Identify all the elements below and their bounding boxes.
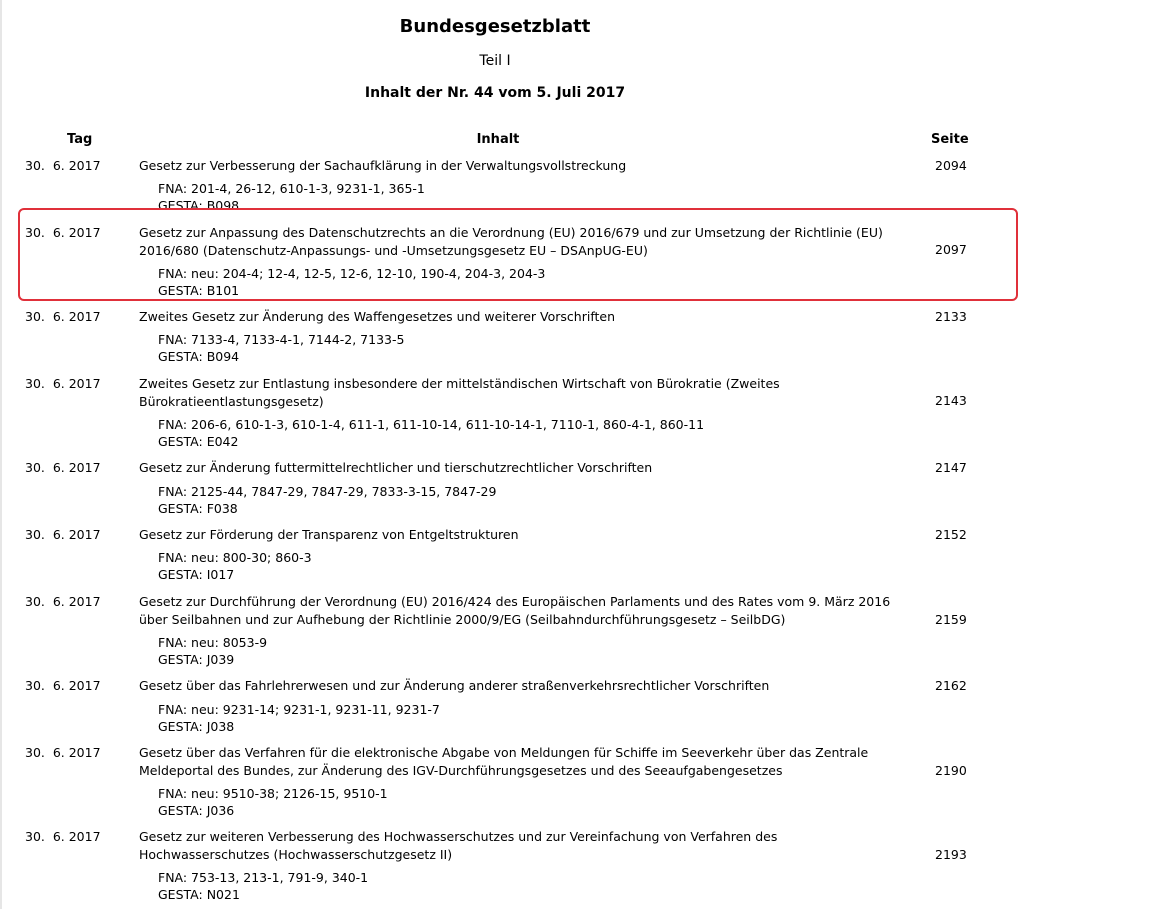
entry-fna: FNA: 2125-44, 7847-29, 7847-29, 7833-3-15, 7847-29 xyxy=(158,484,497,499)
entry-fna: FNA: 206-6, 610-1-3, 610-1-4, 611-1, 611-10-14, 611-10-14-1, 7110-1, 860-4-1, 860-11 xyxy=(158,417,705,432)
entry-gesta: GESTA: J039 xyxy=(158,652,235,667)
document-title: Bundesgesetzblatt xyxy=(399,16,591,37)
entry-refs xyxy=(158,416,704,450)
entry-refs xyxy=(158,483,496,517)
entry-fna: FNA: neu: 9231-14; 9231-1, 9231-11, 9231-7 xyxy=(158,702,440,717)
entry-gesta: GESTA: B098 xyxy=(158,198,240,213)
entry-gesta: GESTA: F038 xyxy=(158,501,238,516)
entry-gesta: GESTA: E042 xyxy=(158,434,239,449)
entry-date: 30. 6. 2017 xyxy=(25,158,101,173)
entry-page: 2143 xyxy=(935,393,967,408)
entry-page: 2159 xyxy=(935,612,967,627)
column-header-inhalt: Inhalt xyxy=(476,132,520,147)
entry-date: 30. 6. 2017 xyxy=(25,594,101,609)
entry-page: 2147 xyxy=(935,460,967,475)
entry-fna: FNA: 753-13, 213-1, 791-9, 340-1 xyxy=(158,870,369,885)
entry-date: 30. 6. 2017 xyxy=(25,309,101,324)
entry-gesta: GESTA: B101 xyxy=(158,283,240,298)
left-edge-border xyxy=(0,0,2,909)
entry-fna: FNA: neu: 9510-38; 2126-15, 9510-1 xyxy=(158,786,388,801)
entry-refs xyxy=(158,869,368,903)
entry-refs xyxy=(158,701,440,735)
column-header-seite: Seite xyxy=(931,132,969,147)
entry-title[interactable]: Gesetz zur Förderung der Transparenz von Entgeltstrukturen xyxy=(139,527,519,542)
entry-refs xyxy=(158,331,404,365)
entry-refs xyxy=(158,549,312,583)
entry-date: 30. 6. 2017 xyxy=(25,527,101,542)
entry-title[interactable]: Gesetz über das Verfahren für die elektronische Abgabe von Meldungen für Schiffe im Seeverkehr über das Zentrale Meldeportal des Bundes, zur Änderung des IGV-Durchführungsgesetzes und des Seeaufgabengesetzes xyxy=(139,745,869,778)
entry-title[interactable]: Gesetz zur weiteren Verbesserung des Hochwasserschutzes und zur Vereinfachung von Verfahren des Hochwasserschutzes (Hochwasserschutzgesetz II) xyxy=(139,829,778,862)
entry-page: 2094 xyxy=(935,158,967,173)
entry-gesta: GESTA: I017 xyxy=(158,567,235,582)
entry-fna: FNA: 7133-4, 7133-4-1, 7144-2, 7133-5 xyxy=(158,332,405,347)
entry-date: 30. 6. 2017 xyxy=(25,460,101,475)
entry-title[interactable]: Gesetz über das Fahrlehrerwesen und zur Änderung anderer straßenverkehrsrechtlicher Vorschriften xyxy=(139,678,770,693)
entry-gesta: GESTA: J036 xyxy=(158,803,235,818)
entry-date: 30. 6. 2017 xyxy=(25,678,101,693)
entry-title[interactable]: Gesetz zur Durchführung der Verordnung (EU) 2016/424 des Europäischen Parlaments und des Rates vom 9. März 2016 über Seilbahnen und zur Aufhebung der Richtlinie 2000/9/EG (Seilbahndurchführungsgesetz – SeilbDG) xyxy=(139,594,891,627)
entry-date: 30. 6. 2017 xyxy=(25,829,101,844)
entry-fna: FNA: neu: 204-4; 12-4, 12-5, 12-6, 12-10, 190-4, 204-3, 204-3 xyxy=(158,266,546,281)
entry-date: 30. 6. 2017 xyxy=(25,225,101,240)
entry-fna: FNA: neu: 8053-9 xyxy=(158,635,268,650)
entry-title[interactable]: Zweites Gesetz zur Entlastung insbesondere der mittelständischen Wirtschaft von Bürokratie (Zweites Bürokratieentlastungsgesetz) xyxy=(139,376,780,409)
entry-page: 2162 xyxy=(935,678,967,693)
entry-page: 2152 xyxy=(935,527,967,542)
entry-date: 30. 6. 2017 xyxy=(25,376,101,391)
entry-page: 2133 xyxy=(935,309,967,324)
entry-gesta: GESTA: B094 xyxy=(158,349,240,364)
entry-page: 2190 xyxy=(935,763,967,778)
entry-refs xyxy=(158,634,267,668)
entry-gesta: GESTA: N021 xyxy=(158,887,240,902)
entry-page: 2193 xyxy=(935,847,967,862)
entry-fna: FNA: neu: 800-30; 860-3 xyxy=(158,550,312,565)
entry-refs xyxy=(158,785,388,819)
entry-gesta: GESTA: J038 xyxy=(158,719,235,734)
entry-page: 2097 xyxy=(935,242,967,257)
entry-title[interactable]: Zweites Gesetz zur Änderung des Waffengesetzes und weiterer Vorschriften xyxy=(139,309,616,324)
entry-title[interactable]: Gesetz zur Verbesserung der Sachaufklärung in der Verwaltungsvollstreckung xyxy=(139,158,627,173)
entry-date: 30. 6. 2017 xyxy=(25,745,101,760)
entry-fna: FNA: 201-4, 26-12, 610-1-3, 9231-1, 365-1 xyxy=(158,181,425,196)
entry-title[interactable]: Gesetz zur Änderung futtermittelrechtlicher und tierschutzrechtlicher Vorschriften xyxy=(139,460,653,475)
entry-title[interactable]: Gesetz zur Anpassung des Datenschutzrechts an die Verordnung (EU) 2016/679 und zur Umsetzung der Richtlinie (EU) 2016/680 (Datenschutz-Anpassungs- und -Umsetzungsgesetz EU – DSAnpUG-EU) xyxy=(139,225,883,258)
document-subtitle: Teil I xyxy=(479,53,511,69)
column-header-tag: Tag xyxy=(67,132,93,147)
issue-heading: Inhalt der Nr. 44 vom 5. Juli 2017 xyxy=(364,85,626,101)
highlight-box xyxy=(18,208,1018,301)
